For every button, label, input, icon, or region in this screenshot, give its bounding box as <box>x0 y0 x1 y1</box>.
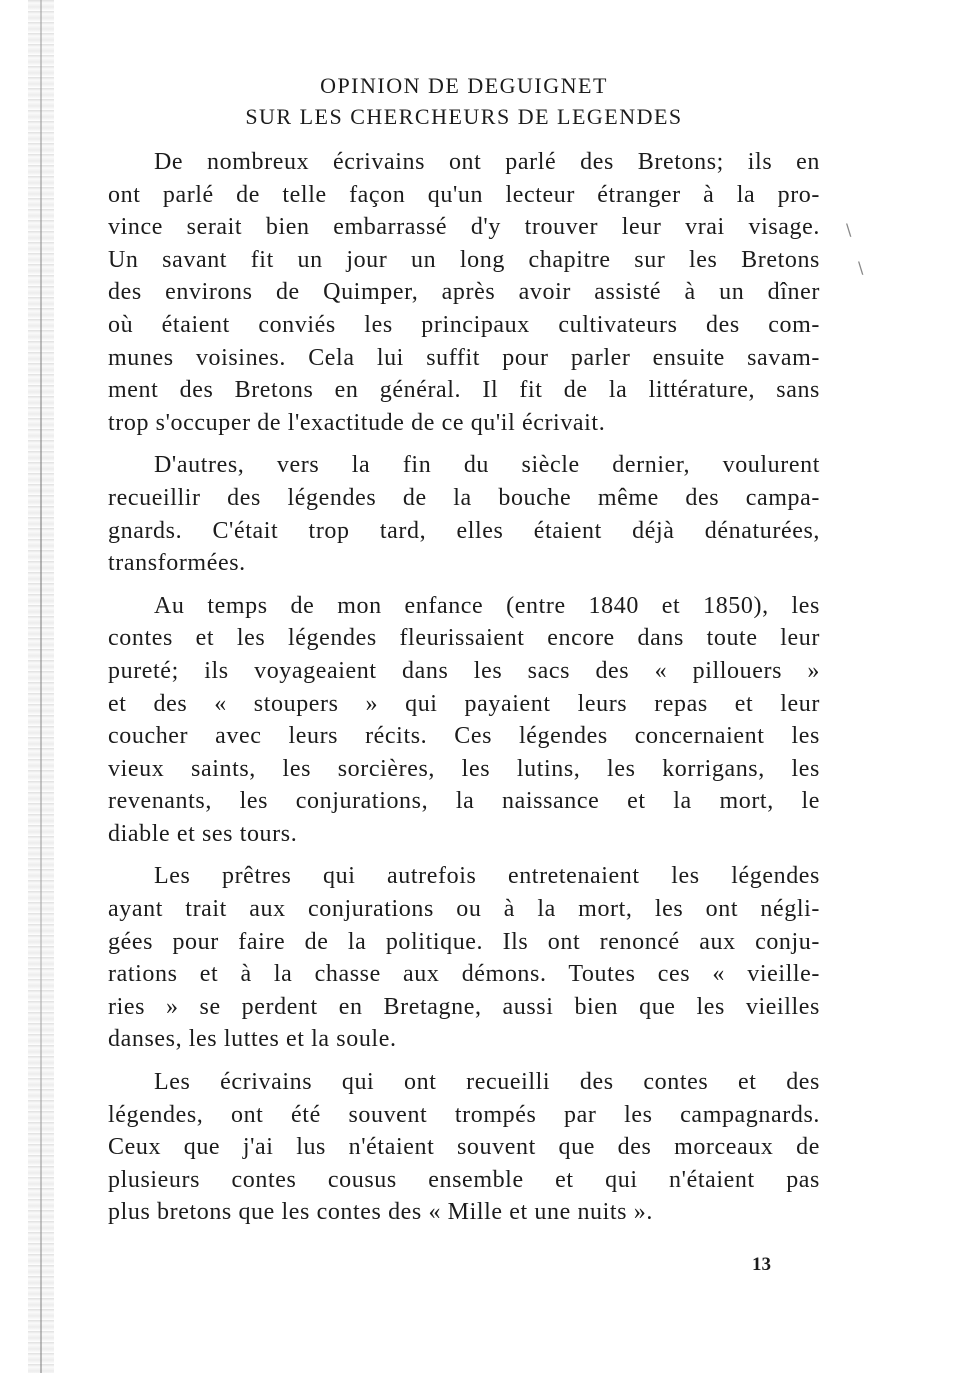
text-line: Au temps de mon enfance (entre 1840 et 1850), les <box>154 592 820 619</box>
text-line: ont parlé de telle façon qu'un lecteur étranger à la pro- <box>108 181 820 208</box>
text-line: pureté; ils voyageaient dans les sacs des « pillouers » <box>108 657 820 684</box>
text-line: gnards. C'était trop tard, elles étaient déjà dénaturées, <box>108 517 820 544</box>
paragraph <box>108 590 820 851</box>
text-line: contes et les légendes fleurissaient encore dans toute leur <box>108 625 820 652</box>
text-line: diable et ses tours. <box>108 820 298 847</box>
chapter-heading-line-2: SUR LES CHERCHEURS DE LEGENDES <box>245 104 683 129</box>
text-line: transformées. <box>108 550 246 577</box>
text-line: rations et à la chasse aux démons. Toutes ces « vieille- <box>108 961 820 988</box>
text-line: munes voisines. Cela lui suffit pour parler ensuite savam- <box>108 344 820 371</box>
text-line: plusieurs contes cousus ensemble et qui n'étaient pas <box>108 1166 820 1193</box>
text-line: ries » se perdent en Bretagne, aussi bien que les vieilles <box>108 993 820 1020</box>
text-line: et des « stoupers » qui payaient leurs repas et leur <box>108 690 820 717</box>
text-line: De nombreux écrivains ont parlé des Bretons; ils en <box>154 149 820 175</box>
text-line: gées pour faire de la politique. Ils ont renoncé aux conju- <box>108 928 820 955</box>
text-line: Un savant fit un jour un long chapitre sur les Bretons <box>108 246 820 273</box>
text-line: Les écrivains qui ont recueilli des contes et des <box>154 1069 820 1096</box>
paragraph <box>108 449 820 579</box>
page-number: 13 <box>752 1254 771 1275</box>
margin-mark: \ <box>858 258 864 277</box>
text-line: revenants, les conjurations, la naissance et la mort, le <box>108 788 820 815</box>
page-binding-edge <box>40 0 42 1373</box>
text-line: vince serait bien embarrassé d'y trouver leur vrai visage. <box>108 214 820 241</box>
text-line: coucher avec leurs récits. Ces légendes concernaient les <box>108 723 820 750</box>
text-line: ment des Bretons en général. Il fit de la littérature, sans <box>108 377 820 404</box>
margin-mark: \ <box>846 220 852 239</box>
chapter-heading <box>108 70 820 132</box>
body-text <box>108 146 820 1239</box>
text-line: D'autres, vers la fin du siècle dernier, voulurent <box>154 452 820 479</box>
paragraph <box>108 146 820 439</box>
text-line: danses, les luttes et la soule. <box>108 1026 397 1053</box>
chapter-heading-line-1: OPINION DE DEGUIGNET <box>320 73 608 98</box>
paragraph <box>108 1066 820 1229</box>
text-line: vieux saints, les sorcières, les lutins, les korrigans, les <box>108 755 820 782</box>
text-line: ayant trait aux conjurations ou à la mort, les ont négli- <box>108 896 820 923</box>
text-line: où étaient conviés les principaux cultivateurs des com- <box>108 311 820 338</box>
text-line: recueillir des légendes de la bouche même des campa- <box>108 484 820 511</box>
text-line: trop s'occuper de l'exactitude de ce qu'il écrivait. <box>108 409 606 436</box>
paragraph <box>108 860 820 1056</box>
text-line: plus bretons que les contes des « Mille et une nuits ». <box>108 1199 653 1226</box>
text-line: des environs de Quimper, après avoir assisté à un dîner <box>108 279 820 306</box>
text-line: Les prêtres qui autrefois entretenaient les légendes <box>154 863 820 890</box>
text-line: Ceux que j'ai lus n'étaient souvent que des morceaux de <box>108 1134 820 1161</box>
text-line: légendes, ont été souvent trompés par les campagnards. <box>108 1101 820 1128</box>
